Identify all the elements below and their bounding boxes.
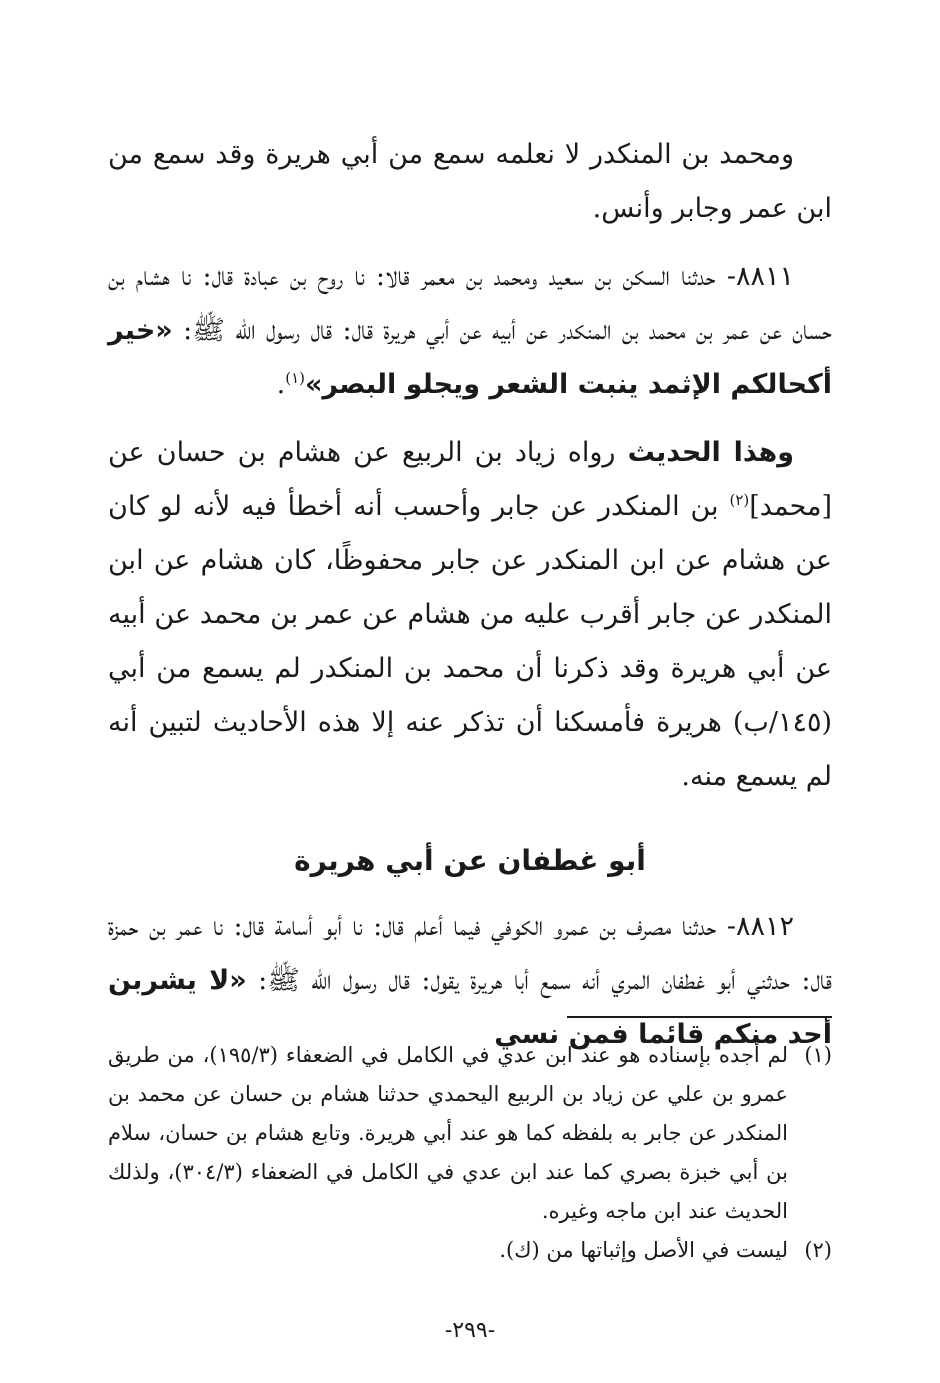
paragraph-1-text: ومحمد بن المنكدر لا نعلمه سمع من أبي هريرة وقد سمع من ابن عمر وجابر وأنس. xyxy=(108,139,832,224)
commentary-text-a: رواه زياد بن الربيع عن هشام بن حسان عن [محمد] xyxy=(108,437,832,522)
commentary-text-b: بن المنكدر عن جابر وأحسب أنه أخطأ فيه لأنه لو كان عن هشام عن ابن المنكدر عن جابر محفوظًا، كان هشام عن ابن المنكدر عن جابر أقرب عليه من هشام عن عمر بن محمد عن أبيه عن أبي هريرة وقد ذكرنا أن محمد بن المنكدر لم يسمع من أبي (١٤٥/ب) هريرة فأمسكنا أن تذكر عنه إلا هذه الأحاديث لتبين أنه لم يسمع منه. xyxy=(108,491,832,792)
footnote-1 xyxy=(108,1036,832,1231)
footnote-text: ليست في الأصل وإثباتها من (ك). xyxy=(499,1238,788,1262)
commentary-lead: وهذا الحديث xyxy=(627,437,794,468)
hadith-8812-matn: «لا يشربن أحد منكم قائما فمن نسي xyxy=(108,965,832,1050)
commentary-paragraph xyxy=(108,426,832,804)
footnotes xyxy=(108,1036,832,1270)
paragraph-1 xyxy=(108,128,832,236)
section-heading: أبو غطفان عن أبي هريرة xyxy=(294,844,646,877)
footnote-ref-1: (١) xyxy=(285,369,305,387)
hadith-8811-end: . xyxy=(276,369,286,400)
footnote-text: لم أجده بإسناده هو عند ابن عدي في الكامل في الضعفاء (١٩٥/٣)، من طريق عمرو بن علي عن زياد بن الربيع اليحمدي حدثنا هشام بن حسان عن محمد بن المنكدر عن جابر به بلفظه كما هو عند أبي هريرة. وتابع هشام بن حسان، سلام بن أبي خبزة بصري كما عند ابن عدي في الكامل في الضعفاء (٣٠٤/٣)، ولذلك الحديث عند ابن ماجه وغيره. xyxy=(108,1043,789,1223)
hadith-8812-text: ٨٨١٢- حدثنا مصرف بن عمرو الكوفي فيما أعلم قال: نا أبو أسامة قال: نا عمر بن حمزة قال: حدثني أبو غطفان المري أنه سمع أبا هريرة يقول: قال رسول الله ﷺ: xyxy=(108,911,832,996)
page-number: -٢٩٩- xyxy=(444,1318,496,1343)
footnote-ref-2: (٢) xyxy=(729,491,750,509)
footnote-divider xyxy=(567,1016,832,1018)
footnote-number: (٢) xyxy=(804,1238,832,1262)
footnote-2 xyxy=(108,1231,832,1270)
hadith-8811 xyxy=(108,250,832,412)
footnote-number: (١) xyxy=(804,1043,832,1067)
hadith-8811-text: ٨٨١١- حدثنا السكن بن سعيد ومحمد بن معمر قالا: نا روح بن عبادة قال: نا هشام بن حسان عن عمر بن محمد بن المنكدر عن أبيه عن أبي هريرة قال: قال رسول الله ﷺ: xyxy=(108,261,832,346)
main-text xyxy=(108,128,832,1076)
hadith-8811-matn: «خير أكحالكم الإثمد ينبت الشعر ويجلو البصر» xyxy=(108,315,832,400)
